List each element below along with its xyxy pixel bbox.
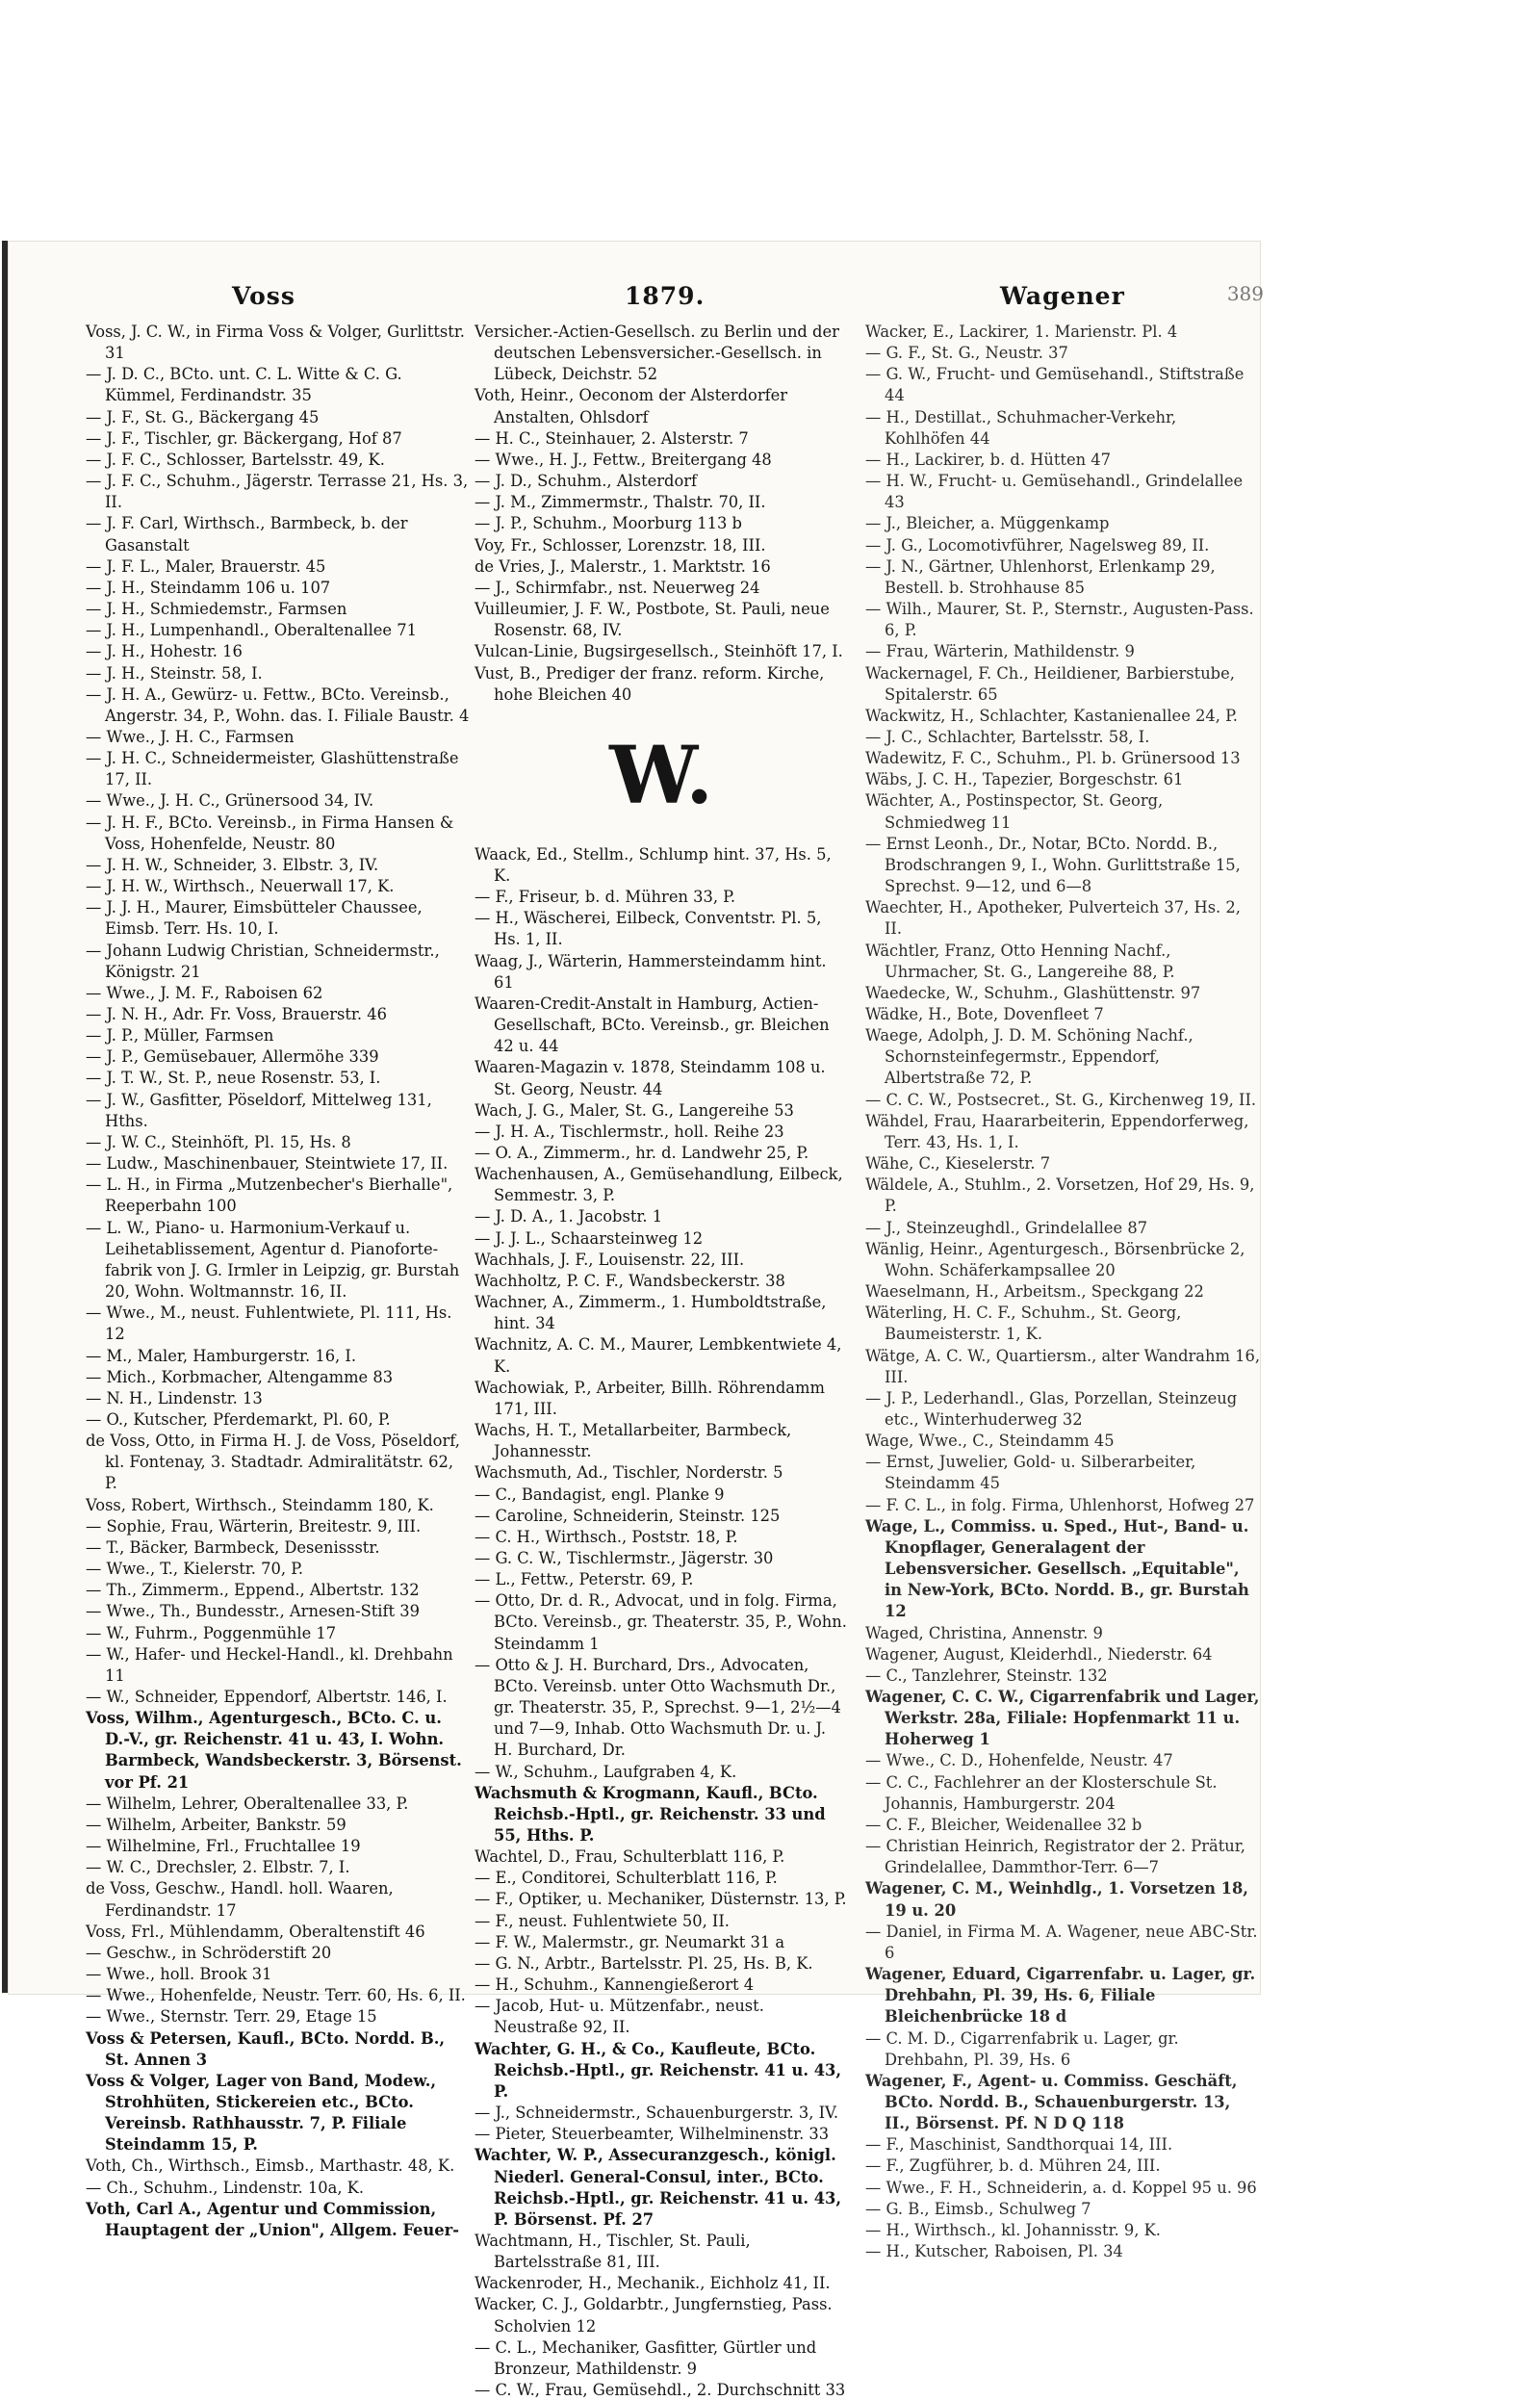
directory-entry: — C. F., Bleicher, Weidenallee 32 b: [865, 1815, 1142, 1834]
directory-entry: — Wwe., C. D., Hohenfelde, Neustr. 47: [865, 1751, 1173, 1770]
directory-entry: — H. W., Frucht- u. Gemüsehandl., Grindelallee 43: [865, 472, 1244, 512]
directory-entry: — Sophie, Frau, Wärterin, Breitestr. 9, III.: [86, 1516, 422, 1536]
directory-entry: de Voss, Otto, in Firma H. J. de Voss, Pöseldorf, kl. Fontenay, 3. Stadtadr. Admiralitätstr. 62, P.: [86, 1432, 460, 1493]
directory-entry: — W., Hafer- und Heckel-Handl., kl. Drehbahn 11: [86, 1644, 453, 1685]
column-left: [86, 322, 471, 2241]
directory-entry: Waechter, H., Apotheker, Pulverteich 37, Hs. 2, II.: [865, 898, 1241, 939]
directory-entry: Wachenhausen, A., Gemüsehandlung, Eilbeck, Semmestr. 3, P.: [475, 1165, 843, 1205]
directory-entry: Wachter, G. H., & Co., Kaufleute, BCto. Reichsb.-Hptl., gr. Reichenstr. 41 u. 43, P.: [475, 2039, 842, 2101]
directory-entry: Wachholtz, P. C. F., Wandsbeckerstr. 38: [475, 1271, 785, 1290]
directory-entry: Wänlig, Heinr., Agenturgesch., Börsenbrücke 2, Wohn. Schäferkampsallee 20: [865, 1239, 1245, 1279]
directory-entry: — F., neust. Fuhlentwiete 50, II.: [475, 1911, 730, 1930]
directory-entry: — Ludw., Maschinenbauer, Steintwiete 17, II.: [86, 1154, 449, 1174]
directory-entry: Wage, L., Commiss. u. Sped., Hut-, Band- u. Knopflager, Generalagent der Lebensversicher. Gesellsch. „Equitable", in New-York, BCto. Nordd. B., gr. Burstah 12: [865, 1516, 1249, 1621]
directory-entry: — C., Bandagist, engl. Planke 9: [475, 1484, 725, 1504]
directory-entry: Voth, Heinr., Oeconom der Alsterdorfer Anstalten, Ohlsdorf: [475, 386, 788, 426]
directory-entry: — J. D., Schuhm., Alsterdorf: [475, 472, 698, 491]
directory-entry: — J. H., Hohestr. 16: [86, 642, 243, 661]
directory-entry: — Wwe., Hohenfelde, Neustr. Terr. 60, Hs. 6, II.: [86, 1986, 466, 2005]
directory-entry: — G. F., St. G., Neustr. 37: [865, 344, 1068, 363]
directory-entry: — J. F. L., Maler, Brauerstr. 45: [86, 556, 326, 576]
directory-entry: — J., Bleicher, a. Müggenkamp: [865, 514, 1110, 533]
directory-entry: — J. H. C., Schneidermeister, Glashüttenstraße 17, II.: [86, 749, 459, 789]
directory-entry: — F. W., Malermstr., gr. Neumarkt 31 a: [475, 1932, 785, 1951]
directory-entry: — J., Steinzeughdl., Grindelallee 87: [865, 1218, 1148, 1237]
directory-entry: — H., Destillat., Schuhmacher-Verkehr, Kohlhöfen 44: [865, 407, 1177, 448]
directory-entry: — Ernst Leonh., Dr., Notar, BCto. Nordd. B., Brodschrangen 9, I., Wohn. Gurlittstraße 15, Sprechst. 9—12, und 6—8: [865, 834, 1241, 896]
directory-entry: Wagener, C. C. W., Cigarrenfabrik und Lager, Werkstr. 28a, Filiale: Hopfenmarkt 11 u. Hoherweg 1: [865, 1688, 1260, 1749]
directory-entry: — J. F., St. G., Bäckergang 45: [86, 407, 320, 426]
directory-entry: — Wwe., J. H. C., Farmsen: [86, 727, 295, 746]
directory-entry: — G. N., Arbtr., Bartelsstr. Pl. 25, Hs. B, K.: [475, 1953, 813, 1973]
directory-entry: — J. J. H., Maurer, Eimsbütteler Chaussee, Eimsb. Terr. Hs. 10, I.: [86, 898, 423, 939]
directory-entry: Wächter, A., Postinspector, St. Georg, Schmiedweg 11: [865, 791, 1164, 832]
directory-entry: Wäbs, J. C. H., Tapezier, Borgeschstr. 61: [865, 770, 1184, 789]
page-number: 389: [1226, 282, 1264, 305]
directory-entry: — O. A., Zimmerm., hr. d. Landwehr 25, P.: [475, 1144, 809, 1162]
directory-entry: Wätge, A. C. W., Quartiersm., alter Wandrahm 16, III.: [865, 1346, 1261, 1386]
directory-entry: Wachhals, J. F., Louisenstr. 22, III.: [475, 1250, 745, 1269]
directory-entry: — J. W. C., Steinhöft, Pl. 15, Hs. 8: [86, 1132, 351, 1151]
directory-entry: — Wwe., T., Kielerstr. 70, P.: [86, 1560, 304, 1579]
directory-entry: — Ernst, Juwelier, Gold- u. Silberarbeiter, Steindamm 45: [865, 1453, 1196, 1493]
directory-entry: Wachter, W. P., Assecuranzgesch., königl. Niederl. General-Consul, inter., BCto. Reichsb.-Hptl., gr. Reichenstr. 41 u. 43, P. Börsenst. Pf. 27: [475, 2146, 842, 2229]
directory-entry: — J., Schirmfabr., nst. Neuerweg 24: [475, 578, 760, 597]
directory-entry: Wach, J. G., Maler, St. G., Langereihe 53: [475, 1100, 794, 1120]
directory-entry: — J. H. W., Schneider, 3. Elbstr. 3, IV.: [86, 855, 379, 874]
directory-entry: Wächtler, Franz, Otto Henning Nachf., Uhrmacher, St. G., Langereihe 88, P.: [865, 941, 1175, 981]
directory-entry: Vulcan-Linie, Bugsirgesellsch., Steinhöft 17, I.: [475, 642, 843, 661]
directory-entry: — F., Friseur, b. d. Mühren 33, P.: [475, 888, 736, 907]
directory-entry: — Wilhelmine, Frl., Fruchtallee 19: [86, 1837, 361, 1856]
directory-entry: — E., Conditorei, Schulterblatt 116, P.: [475, 1869, 778, 1888]
directory-entry: — C., Tanzlehrer, Steinstr. 132: [865, 1665, 1108, 1685]
directory-entry: — Mich., Korbmacher, Altengamme 83: [86, 1367, 394, 1386]
directory-entry: Versicher.-Actien-Gesellsch. zu Berlin und der deutschen Lebensversicher.-Gesellsch. in Lübeck, Deichstr. 52: [475, 323, 839, 384]
directory-entry: Wadewitz, F. C., Schuhm., Pl. b. Grünersood 13: [865, 749, 1241, 768]
directory-page: [8, 241, 1264, 2400]
directory-entry: de Voss, Geschw., Handl. holl. Waaren, Ferdinandstr. 17: [86, 1879, 394, 1920]
running-head-year: 1879.: [625, 282, 706, 310]
directory-entry: — J. H. A., Gewürz- u. Fettw., BCto. Vereinsb., Angerstr. 34, P., Wohn. das. I. Filiale Baustr. 4: [86, 684, 470, 725]
directory-entry: Wagener, Eduard, Cigarrenfabr. u. Lager, gr. Drehbahn, Pl. 39, Hs. 6, Filiale Bleichenbrücke 18 d: [865, 1965, 1256, 2027]
directory-entry: — L. W., Piano- u. Harmonium-Verkauf u. Leihetablissement, Agentur d. Pianoforte-fabrik von J. G. Irmler in Leipzig, gr. Burstah 20, Wohn. Woltmannstr. 16, II.: [86, 1218, 460, 1302]
directory-entry: Waeselmann, H., Arbeitsm., Speckgang 22: [865, 1282, 1204, 1302]
directory-entry: Vuilleumier, J. F. W., Postbote, St. Pauli, neue Rosenstr. 68, IV.: [475, 600, 830, 640]
directory-entry: — L. H., in Firma „Mutzenbecher's Bierhalle", Reeperbahn 100: [86, 1175, 453, 1216]
directory-entry: — J. F., Tischler, gr. Bäckergang, Hof 87: [86, 428, 402, 448]
directory-entry: Waaren-Credit-Anstalt in Hamburg, Actien-Gesellschaft, BCto. Vereinsb., gr. Bleichen 42 u. 44: [475, 994, 830, 1056]
directory-entry: Wagener, C. M., Weinhdlg., 1. Vorsetzen 18, 19 u. 20: [865, 1879, 1248, 1920]
directory-entry: Waege, Adolph, J. D. M. Schöning Nachf., Schornsteinfegermstr., Eppendorf, Albertstraße 72, P.: [865, 1026, 1194, 1088]
directory-entry: — W. C., Drechsler, 2. Elbstr. 7, I.: [86, 1858, 350, 1877]
directory-entry: Waaren-Magazin v. 1878, Steindamm 108 u. St. Georg, Neustr. 44: [475, 1058, 826, 1098]
directory-entry: — Wwe., Sternstr. Terr. 29, Etage 15: [86, 2007, 377, 2027]
directory-entry: — T., Bäcker, Barmbeck, Desenissstr.: [86, 1537, 380, 1557]
directory-entry: Wagener, August, Kleiderhdl., Niederstr. 64: [865, 1644, 1213, 1664]
directory-entry: — C. M. D., Cigarrenfabrik u. Lager, gr. Drehbahn, Pl. 39, Hs. 6: [865, 2028, 1179, 2069]
column-right: [865, 322, 1260, 2262]
directory-entry: Voth, Carl A., Agentur und Commission, Hauptagent der „Union", Allgem. Feuer-: [86, 2199, 459, 2239]
directory-entry: Waag, J., Wärterin, Hammersteindamm hint. 61: [475, 951, 827, 992]
directory-entry: — H., Kutscher, Raboisen, Pl. 34: [865, 2242, 1123, 2261]
directory-entry: — Th., Zimmerm., Eppend., Albertstr. 132: [86, 1581, 420, 1600]
directory-entry: — J. G., Locomotivführer, Nagelsweg 89, II.: [865, 535, 1210, 555]
directory-entry: — C. W., Frau, Gemüsehdl., 2. Durchschnitt 33: [475, 2381, 846, 2400]
directory-entry: — J. H., Steinstr. 58, I.: [86, 663, 263, 683]
directory-entry: Wage, Wwe., C., Steindamm 45: [865, 1432, 1115, 1451]
directory-entry: — F. C. L., in folg. Firma, Uhlenhorst, Hofweg 27: [865, 1495, 1255, 1514]
directory-entry: Voss, J. C. W., in Firma Voss & Volger, Gurlittstr. 31: [86, 323, 465, 363]
directory-entry: Waack, Ed., Stellm., Schlump hint. 37, Hs. 5, K.: [475, 844, 832, 885]
directory-entry: — J. H. F., BCto. Vereinsb., in Firma Hansen & Voss, Hohenfelde, Neustr. 80: [86, 813, 454, 853]
directory-entry: — J. F. C., Schuhm., Jägerstr. Terrasse 21, Hs. 3, II.: [86, 472, 469, 512]
directory-entry: Wähe, C., Kieselerstr. 7: [865, 1154, 1051, 1174]
directory-entry: Vust, B., Prediger der franz. reform. Kirche, hohe Bleichen 40: [475, 663, 825, 704]
directory-entry: — W., Schuhm., Laufgraben 4, K.: [475, 1762, 737, 1781]
directory-entry: — Wilhelm, Arbeiter, Bankstr. 59: [86, 1815, 346, 1834]
directory-entry: Wachner, A., Zimmerm., 1. Humboldtstraße, hint. 34: [475, 1293, 827, 1333]
directory-entry: — Wilhelm, Lehrer, Oberaltenallee 33, P.: [86, 1794, 409, 1813]
directory-entry: — Christian Heinrich, Registrator der 2. Prätur, Grindelallee, Dammthor-Terr. 6—7: [865, 1837, 1245, 1877]
directory-entry: Wachs, H. T., Metallarbeiter, Barmbeck, Johannesstr.: [475, 1421, 792, 1461]
directory-entry: Voss & Volger, Lager von Band, Modew., Strohhüten, Stickereien etc., BCto. Vereinsb. Rathhausstr. 7, P. Filiale Steindamm 15, P.: [86, 2071, 437, 2155]
directory-entry: — G. W., Frucht- und Gemüsehandl., Stiftstraße 44: [865, 365, 1245, 405]
directory-entry: Wachnitz, A. C. M., Maurer, Lembkentwiete 4, K.: [475, 1335, 842, 1376]
directory-entry: — Wwe., holl. Brook 31: [86, 1965, 272, 1984]
directory-entry: Wacker, C. J., Goldarbtr., Jungfernstieg, Pass. Scholvien 12: [475, 2295, 833, 2336]
directory-entry: Voss & Petersen, Kaufl., BCto. Nordd. B., St. Annen 3: [86, 2028, 446, 2069]
directory-entry: — J. H., Steindamm 106 u. 107: [86, 578, 331, 597]
directory-entry: Wädke, H., Bote, Dovenfleet 7: [865, 1005, 1104, 1023]
directory-entry: — F., Optiker, u. Mechaniker, Düsternstr. 13, P.: [475, 1890, 847, 1909]
directory-entry: Wackenroder, H., Mechanik., Eichholz 41, II.: [475, 2274, 831, 2293]
directory-entry: — H. C., Steinhauer, 2. Alsterstr. 7: [475, 428, 749, 448]
directory-entry: — J. P., Lederhandl., Glas, Porzellan, Steinzeug etc., Winterhuderweg 32: [865, 1388, 1238, 1429]
directory-entry: — Johann Ludwig Christian, Schneidermstr., Königstr. 21: [86, 941, 440, 981]
directory-entry: — C. C. W., Postsecret., St. G., Kirchenweg 19, II.: [865, 1090, 1257, 1109]
directory-entry: — J. H., Schmiedemstr., Farmsen: [86, 600, 347, 619]
directory-entry: Wähdel, Frau, Haararbeiterin, Eppendorferweg, Terr. 43, Hs. 1, I.: [865, 1111, 1249, 1151]
directory-entry: — C. H., Wirthsch., Poststr. 18, P.: [475, 1527, 738, 1546]
directory-entry: — Wwe., J. H. C., Grünersood 34, IV.: [86, 791, 374, 811]
directory-entry: — H., Wirthsch., kl. Johannisstr. 9, K.: [865, 2220, 1161, 2239]
directory-entry: — L., Fettw., Peterstr. 69, P.: [475, 1570, 694, 1589]
directory-entry: — C. L., Mechaniker, Gasfitter, Gürtler und Bronzeur, Mathildenstr. 9: [475, 2337, 817, 2378]
directory-entry: Waedecke, W., Schuhm., Glashüttenstr. 97: [865, 983, 1201, 1002]
directory-entry: — H., Wäscherei, Eilbeck, Conventstr. Pl. 5, Hs. 1, II.: [475, 909, 822, 949]
directory-entry: — J. H., Lumpenhandl., Oberaltenallee 71: [86, 621, 417, 640]
directory-entry: — J. W., Gasfitter, Pöseldorf, Mittelweg 131, Hths.: [86, 1090, 432, 1130]
directory-entry: — J. F. Carl, Wirthsch., Barmbeck, b. der Gasanstalt: [86, 514, 408, 555]
directory-entry: Wachtmann, H., Tischler, St. Pauli, Bartelsstraße 81, III.: [475, 2231, 751, 2272]
section-letter: W.: [609, 729, 713, 822]
directory-entry: — Ch., Schuhm., Lindenstr. 10a, K.: [86, 2178, 365, 2197]
directory-entry: — J. N. H., Adr. Fr. Voss, Brauerstr. 46: [86, 1005, 387, 1023]
directory-entry: — G. B., Eimsb., Schulweg 7: [865, 2199, 1091, 2218]
directory-entry: Voss, Wilhm., Agenturgesch., BCto. C. u. D.-V., gr. Reichenstr. 41 u. 43, I. Wohn. Barmbeck, Wandsbeckerstr. 3, Börsenst. vor Pf. 21: [86, 1709, 462, 1792]
directory-entry: de Vries, J., Malerstr., 1. Marktstr. 16: [475, 556, 771, 576]
directory-entry: — J. T. W., St. P., neue Rosenstr. 53, I.: [86, 1069, 381, 1088]
directory-entry: Wachtel, D., Frau, Schulterblatt 116, P.: [475, 1847, 785, 1867]
directory-entry: — J., Schneidermstr., Schauenburgerstr. 3, IV.: [475, 2104, 839, 2123]
directory-entry: — J. N., Gärtner, Uhlenhorst, Erlenkamp 29, Bestell. b. Strohhause 85: [865, 556, 1216, 597]
directory-entry: Voss, Robert, Wirthsch., Steindamm 180, K.: [86, 1495, 434, 1514]
directory-entry: Voss, Frl., Mühlendamm, Oberaltenstift 46: [86, 1922, 425, 1941]
directory-entry: — J. D. A., 1. Jacobstr. 1: [475, 1207, 663, 1226]
directory-entry: — O., Kutscher, Pferdemarkt, Pl. 60, P.: [86, 1409, 391, 1429]
directory-entry: — M., Maler, Hamburgerstr. 16, I.: [86, 1346, 357, 1365]
directory-entry: — J. P., Schuhm., Moorburg 113 b: [475, 514, 742, 533]
directory-entry: — J. H. A., Tischlermstr., holl. Reihe 23: [475, 1122, 784, 1141]
directory-entry: — Wilh., Maurer, St. P., Sternstr., Augusten-Pass. 6, P.: [865, 600, 1254, 640]
directory-entry: Wackernagel, F. Ch., Heildiener, Barbierstube, Spitalerstr. 65: [865, 663, 1235, 704]
directory-entry: — J. P., Gemüsebauer, Allermöhe 339: [86, 1047, 379, 1067]
directory-entry: — Pieter, Steuerbeamter, Wilhelminenstr. 33: [475, 2125, 830, 2144]
directory-entry: — J. H. W., Wirthsch., Neuerwall 17, K.: [86, 877, 395, 896]
directory-entry: Wäterling, H. C. F., Schuhm., St. Georg, Baumeisterstr. 1, K.: [865, 1304, 1182, 1344]
directory-entry: — J. D. C., BCto. unt. C. L. Witte & C. G. Kümmel, Ferdinandstr. 35: [86, 365, 402, 405]
running-head-right: Wagener: [1000, 282, 1125, 310]
directory-entry: — W., Schneider, Eppendorf, Albertstr. 146, I.: [86, 1688, 448, 1706]
directory-entry: — Geschw., in Schröderstift 20: [86, 1943, 332, 1962]
directory-entry: Wackwitz, H., Schlachter, Kastanienallee 24, P.: [865, 706, 1238, 725]
directory-entry: — Jacob, Hut- u. Mützenfabr., neust. Neustraße 92, II.: [475, 1997, 764, 2037]
directory-entry: — J. F. C., Schlosser, Bartelsstr. 49, K.: [86, 450, 385, 469]
directory-entry: — Wwe., M., neust. Fuhlentwiete, Pl. 111, Hs. 12: [86, 1304, 452, 1344]
column-middle: [475, 322, 848, 2401]
directory-entry: — Daniel, in Firma M. A. Wagener, neue ABC-Str. 6: [865, 1922, 1258, 1962]
directory-entry: Waged, Christina, Annenstr. 9: [865, 1623, 1103, 1642]
directory-entry: Voy, Fr., Schlosser, Lorenzstr. 18, III.: [475, 535, 766, 555]
directory-entry: — J. P., Müller, Farmsen: [86, 1026, 274, 1046]
directory-entry: Wäldele, A., Stuhlm., 2. Vorsetzen, Hof 29, Hs. 9, P.: [865, 1175, 1255, 1216]
directory-entry: — Caroline, Schneiderin, Steinstr. 125: [475, 1506, 781, 1525]
directory-entry: Voth, Ch., Wirthsch., Eimsb., Marthastr. 48, K.: [86, 2156, 455, 2176]
running-head-left: Voss: [232, 282, 295, 310]
directory-entry: — Otto & J. H. Burchard, Drs., Advocaten, BCto. Vereinsb. unter Otto Wachsmuth Dr., gr. Theaterstr. 35, P., Sprechst. 9—1, 2½—4 und 7—9, Inhab. Otto Wachsmuth Dr. u. J. H. Burchard, Dr.: [475, 1655, 841, 1760]
directory-entry: — Otto, Dr. d. R., Advocat, und in folg. Firma, BCto. Vereinsb., gr. Theaterstr. 35, P., Wohn. Steindamm 1: [475, 1591, 847, 1653]
directory-entry: Wachsmuth & Krogmann, Kaufl., BCto. Reichsb.-Hptl., gr. Reichenstr. 33 und 55, Hths. P.: [475, 1783, 826, 1845]
directory-entry: — Wwe., Th., Bundesstr., Arnesen-Stift 39: [86, 1602, 420, 1621]
directory-entry: — J. C., Schlachter, Bartelsstr. 58, I.: [865, 727, 1150, 746]
directory-entry: — H., Lackirer, b. d. Hütten 47: [865, 450, 1111, 469]
directory-entry: — G. C. W., Tischlermstr., Jägerstr. 30: [475, 1548, 774, 1567]
directory-entry: — Wwe., H. J., Fettw., Breitergang 48: [475, 450, 772, 469]
directory-entry: — J. J. L., Schaarsteinweg 12: [475, 1228, 704, 1248]
directory-entry: Wachowiak, P., Arbeiter, Billh. Röhrendamm 171, III.: [475, 1378, 825, 1418]
directory-entry: — W., Fuhrm., Poggenmühle 17: [86, 1623, 337, 1642]
directory-entry: — F., Zugführer, b. d. Mühren 24, III.: [865, 2156, 1161, 2176]
directory-entry: — C. C., Fachlehrer an der Klosterschule St. Johannis, Hamburgerstr. 204: [865, 1772, 1218, 1813]
directory-entry: — J. M., Zimmermstr., Thalstr. 70, II.: [475, 493, 766, 512]
directory-entry: — Frau, Wärterin, Mathildenstr. 9: [865, 642, 1135, 661]
directory-entry: Wachsmuth, Ad., Tischler, Norderstr. 5: [475, 1463, 783, 1483]
directory-entry: — Wwe., F. H., Schneiderin, a. d. Koppel 95 u. 96: [865, 2178, 1257, 2197]
directory-entry: Wacker, E., Lackirer, 1. Marienstr. Pl. 4: [865, 323, 1178, 341]
directory-entry: — H., Schuhm., Kannengießerort 4: [475, 1975, 755, 1995]
directory-entry: — Wwe., J. M. F., Raboisen 62: [86, 983, 323, 1002]
directory-entry: — N. H., Lindenstr. 13: [86, 1388, 263, 1407]
directory-entry: — F., Maschinist, Sandthorquai 14, III.: [865, 2135, 1173, 2155]
directory-entry: Wagener, F., Agent- u. Commiss. Geschäft, BCto. Nordd. B., Schauenburgerstr. 13, II., Börsenst. Pf. N D Q 118: [865, 2071, 1238, 2133]
